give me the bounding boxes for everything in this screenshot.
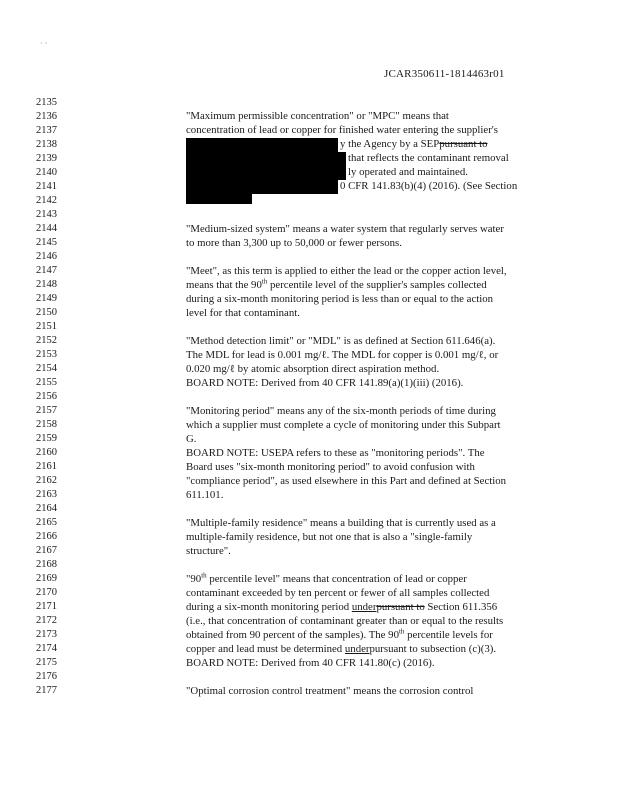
text-line-2152: "Method detection limit" or "MDL" is as defined at Section 611.646(a). bbox=[186, 335, 496, 347]
text-line-2162: "compliance period", as used elsewhere in this Part and defined at Section bbox=[186, 475, 507, 487]
line-number: 2161 bbox=[36, 461, 57, 472]
text-line-2166: multiple-family residence, but not one that is also a "single-family bbox=[186, 531, 473, 543]
text-fragment: copper and lead must be determined bbox=[186, 643, 345, 655]
text-line-2170: contaminant exceeded by ten percent or fewer of all samples collected bbox=[186, 587, 490, 599]
text-line-2137: concentration of lead or copper for finished water entering the supplier's bbox=[186, 124, 498, 136]
struck-text: pursuant to bbox=[439, 138, 488, 150]
text-fragment: "90 bbox=[186, 573, 202, 585]
text-line-2148 bbox=[186, 279, 566, 292]
redaction-block bbox=[186, 138, 338, 152]
inserted-text: under bbox=[351, 601, 377, 613]
line-number: 2153 bbox=[36, 349, 57, 360]
text-line-2157: "Monitoring period" means any of the six-month periods of time during bbox=[186, 405, 496, 417]
text-line-2140: ly operated and maintained. bbox=[348, 166, 468, 178]
text-line-2172: (i.e., that concentration of contaminant greater than or equal to the results bbox=[186, 615, 504, 627]
text-fragment: percentile level of the supplier's samples collected bbox=[267, 279, 487, 291]
line-number: 2148 bbox=[36, 279, 57, 290]
redaction-block bbox=[186, 152, 346, 166]
text-line-2169 bbox=[186, 573, 566, 586]
text-line-2145: to more than 3,300 up to 50,000 or fewer persons. bbox=[186, 237, 402, 249]
text-fragment: during a six-month monitoring period bbox=[186, 601, 352, 613]
text-fragment: pursuant to subsection (c)(3). bbox=[369, 643, 497, 655]
text-line-2160: BOARD NOTE: USEPA refers to these as "monitoring periods". The bbox=[186, 447, 485, 459]
line-number: 2162 bbox=[36, 475, 57, 486]
line-number: 2177 bbox=[36, 685, 57, 696]
text-line-2158: which a supplier must complete a cycle of monitoring under this Subpart bbox=[186, 419, 501, 431]
redaction-block bbox=[186, 180, 338, 194]
text-line-2174 bbox=[186, 643, 566, 656]
line-number: 2152 bbox=[36, 335, 57, 346]
line-number: 2137 bbox=[36, 125, 57, 136]
line-number: 2176 bbox=[36, 671, 57, 682]
text-fragment: means that the 90 bbox=[186, 279, 262, 291]
struck-text: pursuant to bbox=[376, 601, 425, 613]
line-number: 2144 bbox=[36, 223, 57, 234]
line-number: 2156 bbox=[36, 391, 57, 402]
line-number: 2167 bbox=[36, 545, 57, 556]
text-line-2136: "Maximum permissible concentration" or "MPC" means that bbox=[186, 110, 449, 122]
line-number: 2146 bbox=[36, 251, 57, 262]
superscript: th bbox=[398, 627, 405, 636]
text-line-2159: G. bbox=[186, 433, 197, 445]
text-line-2147: "Meet", as this term is applied to either the lead or the copper action level, bbox=[186, 265, 507, 277]
line-number: 2150 bbox=[36, 307, 57, 318]
line-number: 2143 bbox=[36, 209, 57, 220]
text-line-2165: "Multiple-family residence" means a building that is currently used as a bbox=[186, 517, 496, 529]
line-number: 2169 bbox=[36, 573, 57, 584]
line-number: 2168 bbox=[36, 559, 57, 570]
line-number: 2155 bbox=[36, 377, 57, 388]
superscript: th bbox=[201, 571, 207, 580]
text-line-2163: 611.101. bbox=[186, 489, 224, 501]
text-line-2154: 0.020 mg/ℓ by atomic absorption direct aspiration method. bbox=[186, 363, 440, 375]
line-number: 2154 bbox=[36, 363, 57, 374]
line-number: 2173 bbox=[36, 629, 57, 640]
line-number: 2147 bbox=[36, 265, 57, 276]
text-fragment: obtained from 90 percent of the samples). The 90 bbox=[186, 629, 399, 641]
text-line-2144: "Medium-sized system" means a water system that regularly serves water bbox=[186, 223, 504, 235]
line-number: 2142 bbox=[36, 195, 57, 206]
line-number: 2135 bbox=[36, 97, 57, 108]
line-number: 2160 bbox=[36, 447, 57, 458]
line-number: 2149 bbox=[36, 293, 57, 304]
line-number: 2170 bbox=[36, 587, 57, 598]
text-fragment: Section 611.356 bbox=[424, 601, 498, 613]
superscript: th bbox=[261, 277, 268, 286]
text-line-2141: 0 CFR 141.83(b)(4) (2016). (See Section bbox=[340, 180, 518, 192]
text-line-2150: level for that contaminant. bbox=[186, 307, 300, 319]
redaction-block bbox=[186, 194, 252, 204]
text-fragment: percentile levels for bbox=[404, 629, 493, 641]
text-line-2138 bbox=[340, 138, 618, 151]
line-number: 2157 bbox=[36, 405, 57, 416]
text-line-2173 bbox=[186, 629, 566, 642]
line-number: 2166 bbox=[36, 531, 57, 542]
text-line-2139: that reflects the contaminant removal bbox=[348, 152, 509, 164]
line-number: 2175 bbox=[36, 657, 57, 668]
text-line-2161: Board uses "six-month monitoring period" to avoid confusion with bbox=[186, 461, 475, 473]
scan-specks: · · bbox=[40, 39, 48, 48]
line-number: 2136 bbox=[36, 111, 57, 122]
line-number: 2163 bbox=[36, 489, 57, 500]
line-number: 2174 bbox=[36, 643, 57, 654]
line-number: 2139 bbox=[36, 153, 57, 164]
line-number: 2158 bbox=[36, 419, 57, 430]
line-number: 2141 bbox=[36, 181, 57, 192]
line-number: 2171 bbox=[36, 601, 57, 612]
line-number: 2172 bbox=[36, 615, 57, 626]
text-line-2167: structure". bbox=[186, 545, 231, 557]
line-number: 2165 bbox=[36, 517, 57, 528]
line-number: 2151 bbox=[36, 321, 57, 332]
text-line-2171 bbox=[186, 601, 566, 614]
text-fragment: y the Agency by a SEP bbox=[340, 138, 440, 150]
line-number: 2140 bbox=[36, 167, 57, 178]
text-line-2153: The MDL for lead is 0.001 mg/ℓ. The MDL for copper is 0.001 mg/ℓ, or bbox=[186, 349, 499, 361]
text-line-2175: BOARD NOTE: Derived from 40 CFR 141.80(c) (2016). bbox=[186, 657, 435, 669]
text-line-2149: during a six-month monitoring period is less than or equal to the action bbox=[186, 293, 494, 305]
text-fragment: percentile level" means that concentration of lead or copper bbox=[206, 573, 467, 585]
inserted-text: under bbox=[344, 643, 370, 655]
line-number: 2145 bbox=[36, 237, 57, 248]
text-line-2177: "Optimal corrosion control treatment" means the corrosion control bbox=[186, 685, 474, 697]
line-number: 2164 bbox=[36, 503, 57, 514]
line-number: 2159 bbox=[36, 433, 57, 444]
line-number: 2138 bbox=[36, 139, 57, 150]
text-line-2155: BOARD NOTE: Derived from 40 CFR 141.89(a)(1)(iii) (2016). bbox=[186, 377, 464, 389]
document-id: JCAR350611-1814463r01 bbox=[384, 68, 505, 80]
redaction-block bbox=[186, 166, 346, 180]
